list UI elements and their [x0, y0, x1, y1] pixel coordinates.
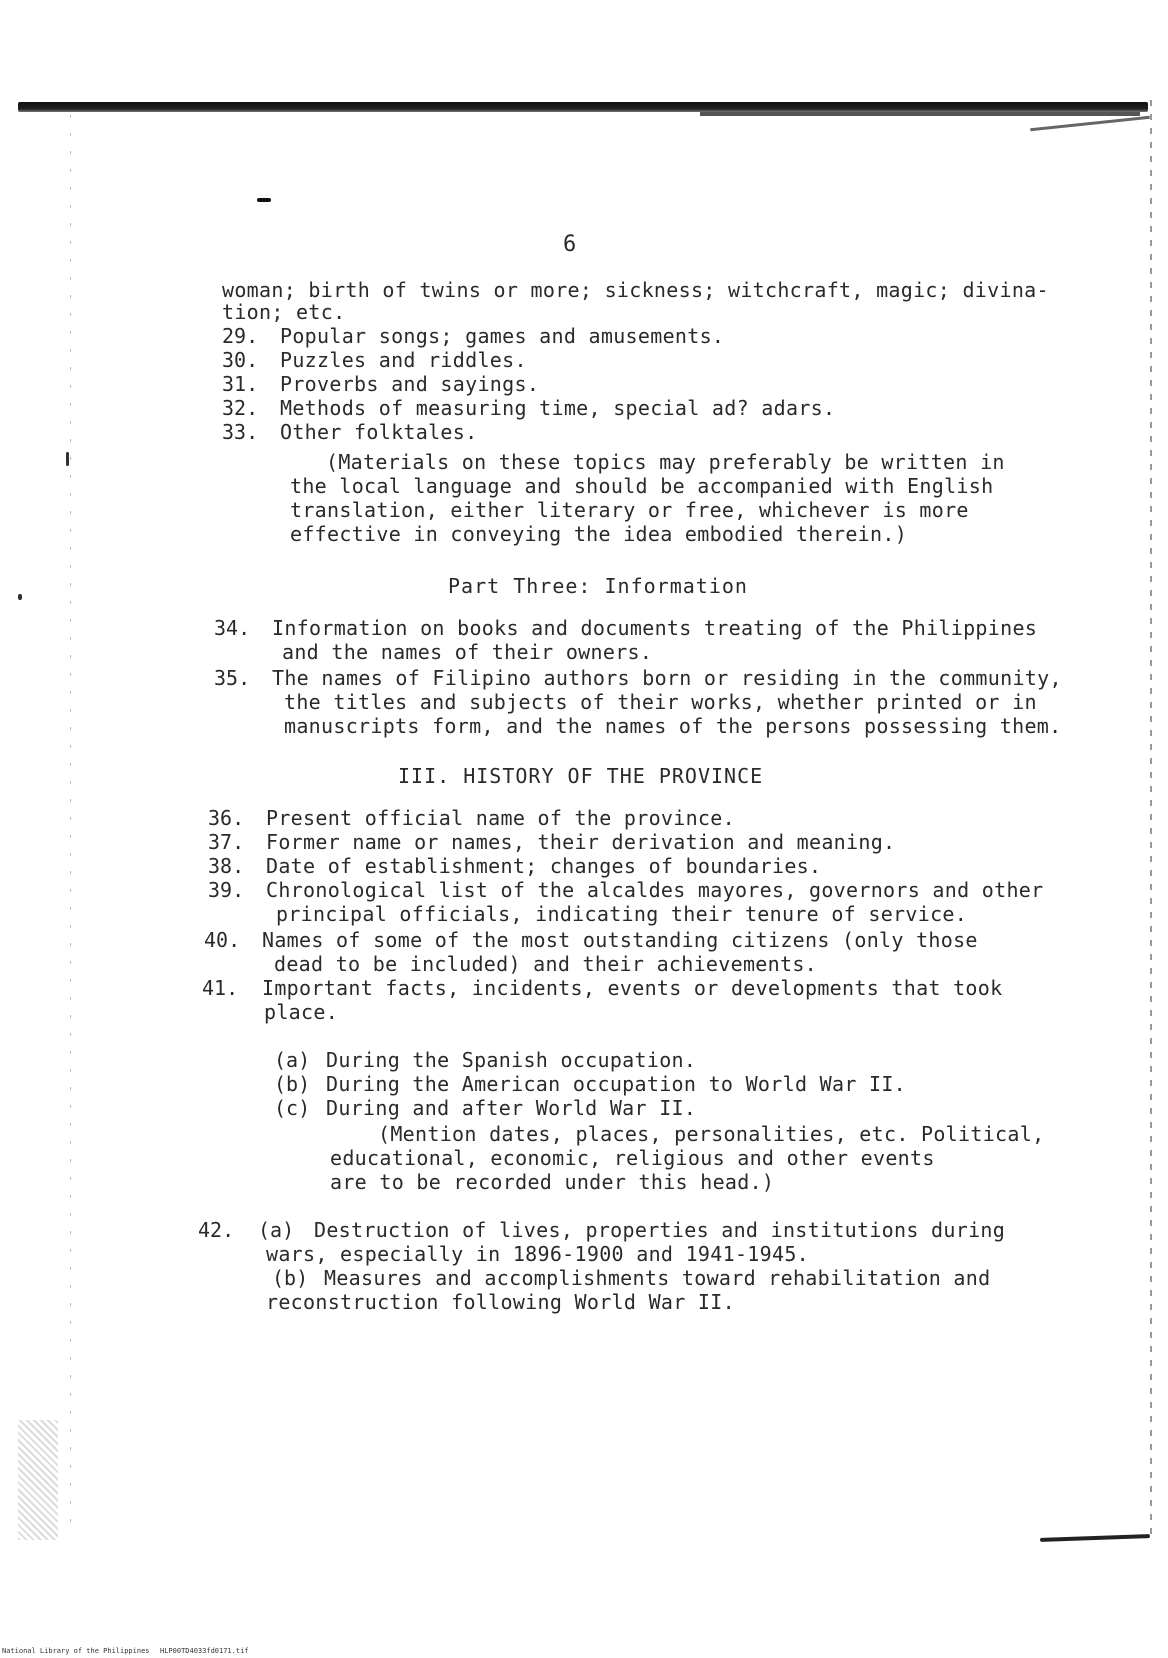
item-number: 32.: [222, 396, 259, 420]
list-item-line: Destruction of lives, properties and institutions during: [314, 1218, 1006, 1242]
sub-item: During and after World War II.: [326, 1096, 697, 1120]
list-item-line: wars, especially in 1896-1900 and 1941-1945.: [266, 1242, 810, 1266]
note-line: (Mention dates, places, personalities, etc. Political,: [378, 1122, 1045, 1146]
ink-mark-left-2: [18, 594, 22, 600]
list-item-line: principal officials, indicating their tenure of service.: [276, 902, 968, 926]
list-item-line: Names of some of the most outstanding citizens (only those: [262, 928, 978, 952]
list-item: Puzzles and riddles.: [280, 348, 527, 372]
scan-right-edge: [1150, 100, 1152, 1540]
list-item: Methods of measuring time, special ad? adars.: [280, 396, 836, 420]
sub-item: During the Spanish occupation.: [326, 1048, 697, 1072]
continuation-line-1: woman; birth of twins or more; sickness; witchcraft, magic; divina-: [222, 278, 1049, 302]
list-item-line: Former name or names, their derivation and meaning.: [266, 830, 896, 854]
list-item-line: Important facts, incidents, events or developments that took: [262, 976, 1003, 1000]
note-line: the local language and should be accompanied with English: [290, 474, 994, 498]
list-item-line: Information on books and documents treating of the Philippines: [272, 616, 1038, 640]
page-number: 6: [563, 232, 577, 257]
sub-item-label: (b): [272, 1266, 309, 1290]
item-number: 42.: [198, 1218, 235, 1242]
continuation-line-2: tion; etc.: [222, 300, 346, 324]
item-number: 36.: [208, 806, 245, 830]
note-line: effective in conveying the idea embodied therein.): [290, 522, 908, 546]
item-number: 38.: [208, 854, 245, 878]
sub-item-label: (c): [274, 1096, 311, 1120]
note-line: are to be recorded under this head.): [330, 1170, 775, 1194]
item-number: 33.: [222, 420, 259, 444]
item-number: 40.: [204, 928, 241, 952]
item-number: 30.: [222, 348, 259, 372]
list-item-line: Present official name of the province.: [266, 806, 735, 830]
part-three-heading: Part Three: Information: [448, 574, 748, 598]
list-item: Proverbs and sayings.: [280, 372, 540, 396]
item-number: 29.: [222, 324, 259, 348]
scan-footer: [0, 1644, 1168, 1658]
list-item-line: the titles and subjects of their works, whether printed or in: [284, 690, 1037, 714]
sub-item-label: (b): [274, 1072, 311, 1096]
ink-mark-left: [66, 452, 69, 466]
list-item-line: place.: [264, 1000, 339, 1024]
item-number: 39.: [208, 878, 245, 902]
item-number: 41.: [202, 976, 239, 1000]
item-number: 31.: [222, 372, 259, 396]
list-item-line: The names of Filipino authors born or residing in the community,: [272, 666, 1062, 690]
list-item-line: and the names of their owners.: [282, 640, 653, 664]
list-item-line: dead to be included) and their achievements.: [274, 952, 818, 976]
list-item-line: Chronological list of the alcaldes mayores, governors and other: [266, 878, 1044, 902]
sub-item-label: (a): [258, 1218, 295, 1242]
list-item: Popular songs; games and amusements.: [280, 324, 725, 348]
scan-top-band: [18, 102, 1148, 112]
scan-bottom-swoosh: [1040, 1534, 1150, 1542]
note-line: (Materials on these topics may preferably be written in: [326, 450, 1005, 474]
scan-left-edge: [70, 115, 71, 1535]
list-item-line: reconstruction following World War II.: [266, 1290, 735, 1314]
item-number: 34.: [214, 616, 251, 640]
scan-top-band-tail: [700, 112, 1140, 116]
sub-item-label: (a): [274, 1048, 311, 1072]
ink-dash-mark: [257, 198, 271, 202]
list-item-line: Measures and accomplishments toward rehabilitation and: [324, 1266, 991, 1290]
scan-noise-block: [18, 1420, 58, 1540]
item-number: 35.: [214, 666, 251, 690]
section-heading: III. HISTORY OF THE PROVINCE: [398, 764, 764, 788]
list-item: Other folktales.: [280, 420, 478, 444]
list-item-line: manuscripts form, and the names of the persons possessing them.: [284, 714, 1062, 738]
footer-file-id: HLP00TD4033fd0171.tif: [160, 1647, 249, 1655]
sub-item: During the American occupation to World War II.: [326, 1072, 907, 1096]
scan-top-band-tail-2: [1030, 116, 1150, 132]
note-line: translation, either literary or free, whichever is more: [290, 498, 969, 522]
note-line: educational, economic, religious and other events: [330, 1146, 935, 1170]
footer-library: National Library of the Philippines: [2, 1647, 150, 1655]
list-item-line: Date of establishment; changes of boundaries.: [266, 854, 822, 878]
item-number: 37.: [208, 830, 245, 854]
